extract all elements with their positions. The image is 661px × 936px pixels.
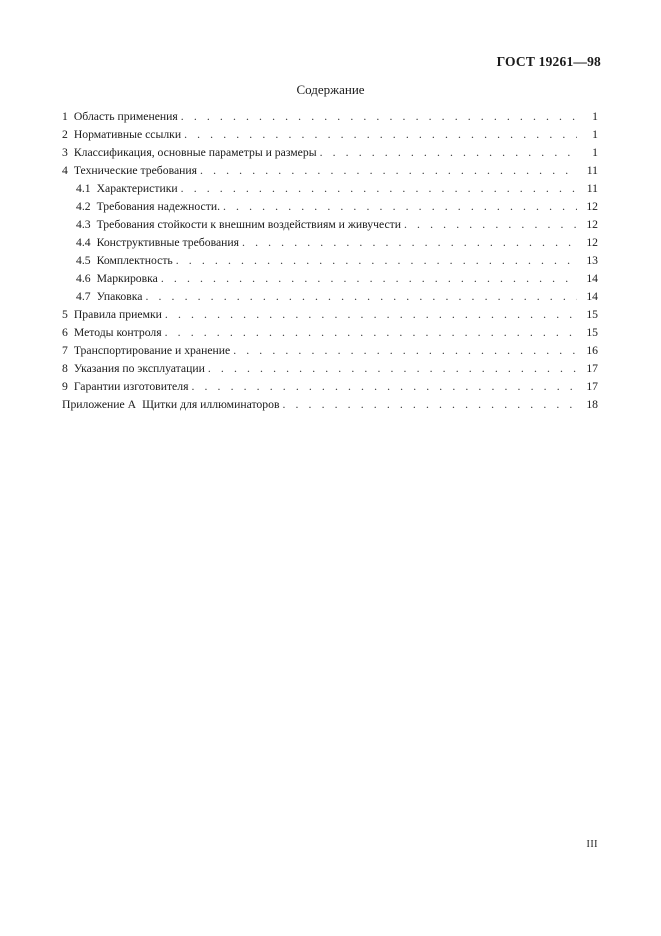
toc-subentry (62, 234, 598, 252)
toc-dot-leader (200, 162, 577, 180)
toc-dot-leader (242, 234, 577, 252)
toc-dot-leader (223, 198, 577, 216)
toc-subentry (62, 216, 598, 234)
toc-dot-leader (176, 252, 577, 270)
toc-entry (62, 378, 598, 396)
toc-entry (62, 108, 598, 126)
toc-dot-leader (191, 378, 577, 396)
toc-dot-leader (165, 324, 577, 342)
toc-dot-leader (145, 288, 577, 306)
toc-dot-leader (404, 216, 577, 234)
toc-entry-page: 14 (586, 272, 598, 285)
toc-entry (62, 306, 598, 324)
toc-entry (62, 162, 598, 180)
toc-entry-title: Маркировка (96, 272, 158, 285)
toc-entry-title: Гарантии изготовителя (73, 380, 189, 393)
toc-entry-number: 6 (62, 326, 68, 339)
toc-subentry (62, 270, 598, 288)
toc-entry-page: 12 (586, 200, 598, 213)
toc-entry-title: Нормативные ссылки (73, 128, 182, 141)
toc-dot-leader (161, 270, 577, 288)
toc-entry (62, 126, 598, 144)
toc-entry-page: 12 (586, 236, 598, 249)
toc-subentry (62, 198, 598, 216)
toc-entry (62, 342, 598, 360)
toc-entry-page: 16 (586, 344, 598, 357)
toc-entry-title: Щитки для иллюминаторов (142, 398, 280, 411)
toc-entry-title: Требования стойкости к внешним воздействиям и живучести (96, 218, 402, 231)
document-code: ГОСТ 19261—98 (496, 54, 601, 69)
toc-entry-title: Конструктивные требования (96, 236, 240, 249)
toc-entry-number: 5 (62, 308, 68, 321)
toc-dot-leader (208, 360, 577, 378)
toc-entry-title: Область применения (73, 110, 178, 123)
toc-entry-page: 13 (586, 254, 598, 267)
toc-entry-number: 4.6 (76, 272, 91, 285)
toc-dot-leader (233, 342, 577, 360)
toc-entry-title: Упаковка (96, 290, 143, 303)
toc-entry-page: 18 (586, 398, 598, 411)
toc-entry-number: 9 (62, 380, 68, 393)
toc-entry-page: 17 (586, 362, 598, 375)
toc-entry-page: 14 (586, 290, 598, 303)
toc-entry-page: 1 (592, 146, 598, 159)
toc-entry-page: 15 (586, 308, 598, 321)
page-number: III (586, 839, 598, 850)
toc-dot-leader (181, 108, 577, 126)
toc-entry (62, 324, 598, 342)
toc-entry-number: 4.4 (76, 236, 91, 249)
toc-subentry (62, 288, 598, 306)
toc-entry-number: 4.5 (76, 254, 91, 267)
toc-entry-page: 11 (586, 164, 598, 177)
toc-entry-number: 8 (62, 362, 68, 375)
toc-entry-number: Приложение А (62, 398, 137, 411)
toc-title: Содержание (296, 82, 365, 97)
toc-entry-title: Классификация, основные параметры и размеры (73, 146, 317, 159)
toc-entry-page: 12 (586, 218, 598, 231)
toc-entry-number: 3 (62, 146, 68, 159)
toc-dot-leader (165, 306, 577, 324)
toc-entry-page: 1 (592, 110, 598, 123)
toc-entry-page: 15 (586, 326, 598, 339)
toc-entry-number: 4.7 (76, 290, 91, 303)
toc-entry-appendix (62, 396, 598, 414)
toc-dot-leader (181, 180, 577, 198)
toc-entry-title: Требования надежности. (96, 200, 220, 213)
toc-entry-title: Указания по эксплуатации (73, 362, 205, 375)
toc-entry-number: 4.3 (76, 218, 91, 231)
toc-entry (62, 144, 598, 162)
toc-entry-title: Комплектность (96, 254, 173, 267)
toc-entry-title: Транспортирование и хранение (73, 344, 231, 357)
toc-entry-title: Правила приемки (73, 308, 162, 321)
toc-entry-number: 7 (62, 344, 68, 357)
toc-entry-number: 2 (62, 128, 68, 141)
table-of-contents (62, 108, 598, 414)
toc-entry-page: 17 (586, 380, 598, 393)
toc-subentry (62, 180, 598, 198)
toc-dot-leader (184, 126, 577, 144)
toc-subentry (62, 252, 598, 270)
toc-entry-number: 4.2 (76, 200, 91, 213)
toc-dot-leader (320, 144, 577, 162)
toc-entry-number: 4 (62, 164, 68, 177)
toc-entry-page: 11 (586, 182, 598, 195)
toc-entry (62, 360, 598, 378)
toc-entry-number: 4.1 (76, 182, 91, 195)
toc-entry-number: 1 (62, 110, 68, 123)
toc-entry-page: 1 (592, 128, 598, 141)
toc-entry-title: Характеристики (96, 182, 178, 195)
toc-entry-title: Технические требования (73, 164, 198, 177)
toc-dot-leader (282, 396, 577, 414)
toc-entry-title: Методы контроля (73, 326, 162, 339)
